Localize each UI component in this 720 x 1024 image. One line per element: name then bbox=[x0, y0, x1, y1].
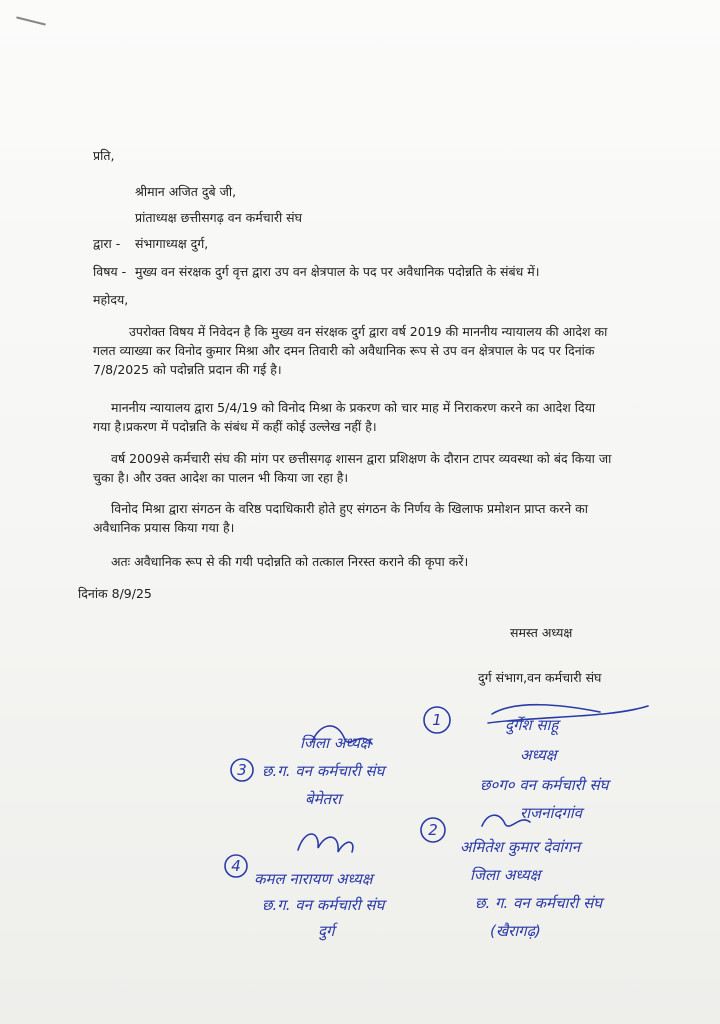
signature-line: अमितेश कुमार देवांगन bbox=[460, 838, 581, 856]
signature-line: छ.ग. वन कर्मचारी संघ bbox=[262, 762, 385, 780]
paragraph-line: अतः अवैधानिक रूप से की गयी पदोन्नति को तत्काल निरस्त कराने की कृपा करें। bbox=[111, 554, 469, 569]
paragraph-line: वर्ष 2009से कर्मचारी संघ की मांग पर छत्तीसगढ़ शासन द्वारा प्रशिक्षण के दौरान टापर व्यवस्था को बंद किया जा bbox=[111, 451, 612, 466]
paragraph-line: माननीय न्यायालय द्वारा 5/4/19 को विनोद मिश्रा के प्रकरण को चार माह में निराकरण करने का आदेश दिया bbox=[111, 400, 596, 415]
signature-number: 3 bbox=[237, 761, 247, 779]
signature-1 bbox=[424, 705, 648, 822]
signature-line: कमल नारायण अध्यक्ष bbox=[254, 870, 373, 888]
signature-line: बेमेतरा bbox=[305, 790, 342, 808]
signature-number: 4 bbox=[231, 857, 241, 875]
paragraph-line: गलत व्याख्या कर विनोद कुमार मिश्रा और दमन तिवारी को अवैधानिक रूप से उप वन क्षेत्रपाल के पद पर दिनांक bbox=[93, 343, 595, 358]
subject-value: मुख्य वन संरक्षक दुर्ग वृत्त द्वारा उप वन क्षेत्रपाल के पद पर अवैधानिक पदोन्नति के संबंध में। bbox=[135, 264, 540, 279]
recipient-name: श्रीमान अजित दुबे जी, bbox=[135, 184, 237, 199]
via-label: द्वारा - bbox=[93, 236, 121, 251]
sender-line-1: समस्त अध्यक्ष bbox=[510, 625, 573, 640]
subject-label: विषय - bbox=[93, 264, 127, 279]
signature-line: दुर्ग bbox=[318, 922, 335, 940]
signature-line: छ.ग. वन कर्मचारी संघ bbox=[262, 896, 385, 914]
signature-3 bbox=[231, 726, 388, 808]
paragraph-line: चुका है। और उक्त आदेश का पालन भी किया जा रहा है। bbox=[93, 470, 349, 485]
signature-stroke bbox=[298, 834, 353, 852]
signature-number: 2 bbox=[428, 821, 438, 839]
signature-line: जिला अध्यक्ष bbox=[300, 734, 371, 752]
signature-line: राजनांदगांव bbox=[520, 804, 582, 822]
signature-number: 1 bbox=[432, 711, 442, 729]
signature-line: छ. ग. वन कर्मचारी संघ bbox=[475, 894, 603, 912]
signature-line: छ०ग० वन कर्मचारी संघ bbox=[480, 776, 609, 794]
sender-line-2: दुर्ग संभाग,वन कर्मचारी संघ bbox=[478, 670, 602, 685]
signature-line: (खैरागढ़) bbox=[490, 922, 541, 940]
signature-line: जिला अध्यक्ष bbox=[470, 866, 541, 884]
greeting: महोदय, bbox=[93, 292, 129, 307]
signature-4 bbox=[225, 834, 388, 941]
via-value: संभागाध्यक्ष दुर्ग, bbox=[135, 236, 209, 251]
paragraph-line: गया है।प्रकरण में पदोन्नति के संबंध में कहीं कोई उल्लेख नहीं है। bbox=[93, 419, 377, 434]
letter-date: दिनांक 8/9/25 bbox=[78, 586, 152, 601]
signature-line: अध्यक्ष bbox=[520, 746, 557, 764]
paragraph-line: विनोद मिश्रा द्वारा संगठन के वरिष्ठ पदाधिकारी होते हुए संगठन के निर्णय के खिलाफ प्रमोशन प्राप्त करने का bbox=[111, 501, 588, 516]
signature-2 bbox=[421, 815, 605, 940]
signature-line: दुर्गेश साहू bbox=[505, 716, 559, 734]
recipient-title: प्रांताध्यक्ष छत्तीसगढ़ वन कर्मचारी संघ bbox=[135, 210, 303, 225]
paragraph-line: 7/8/2025 को पदोन्नति प्रदान की गई है। bbox=[93, 362, 282, 377]
salutation-to: प्रति, bbox=[93, 148, 115, 163]
paragraph-line: उपरोक्त विषय में निवेदन है कि मुख्य वन संरक्षक दुर्ग द्वारा वर्ष 2019 की माननीय न्यायालय की आदेश का bbox=[129, 324, 608, 339]
paragraph-line: अवैधानिक प्रयास किया गया है। bbox=[93, 520, 235, 535]
